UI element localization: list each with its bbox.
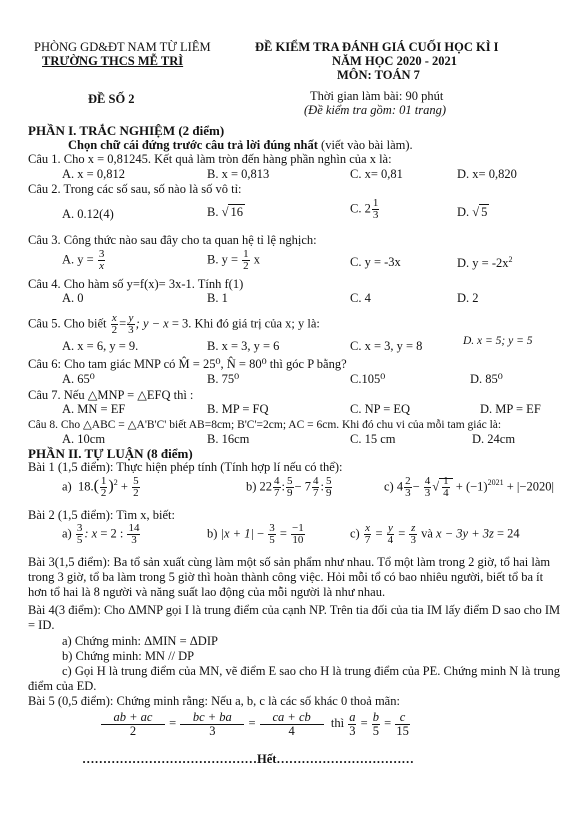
q2-opt-d-label: D. xyxy=(457,205,473,219)
b2-expr-b: b) |x + 1| − $\frac{3}{5}$ = $\frac{-1}{10}$ xyxy=(207,522,304,546)
part1-instruction xyxy=(68,138,413,153)
b3-text: Bài 3(1,5 điểm): Ba tổ sản xuất cùng làm một số sản phẩm như nhau. Tổ một làm trong 2 giờ, tổ hai làm trong 3 giờ, tổ ba làm trong 5 giờ thì hoàn thành công việc. Hỏi mỗi tổ có bao nhiêu người, biết tổ ba ít hơn tổ hai là 8 người và năng suất lao động của mỗi người là như nhau. xyxy=(28,555,551,599)
q7-opt-c: C. NP = EQ xyxy=(350,402,411,416)
q8-opt-a: A. 10cm xyxy=(62,432,106,446)
q8-opt-b: B. 16cm xyxy=(207,432,250,446)
instruction-bold: Chọn chữ cái đứng trước câu trả lời đúng nhất xyxy=(68,138,318,152)
q3-opt-a-label: A. y = xyxy=(62,252,97,267)
b4-text: Bài 4(3 điểm): Cho ΔMNP gọi I là trung điểm của cạnh NP. Trên tia đối của tia IM lấy điểm D sao cho IM = ID. xyxy=(28,603,561,632)
q3-text: Câu 3. Công thức nào sau đây cho ta quan hệ tỉ lệ nghịch: xyxy=(28,233,317,247)
q7-text: Câu 7. Nếu △MNP = △EFQ thì : xyxy=(28,388,194,402)
q5-opt-d: D. x = 5; y = 5 xyxy=(463,335,533,347)
q7-opt-b: B. MP = FQ xyxy=(207,402,269,416)
q5-opt-c: C. x = 3, y = 8 xyxy=(350,339,423,353)
exam-subject: MÔN: TOÁN 7 xyxy=(337,68,420,82)
q5-text-a: Câu 5. Cho biết xyxy=(28,316,110,331)
b1-text: Bài 1 (1,5 điểm): Thực hiện phép tính (Tính hợp lí nếu có thể): xyxy=(28,460,343,474)
exam-time: Thời gian làm bài: 90 phút xyxy=(310,89,444,103)
b2-text: Bài 2 (1,5 điểm): Tìm x, biết: xyxy=(28,508,175,522)
q4-opt-b: B. 1 xyxy=(207,291,228,305)
school-name xyxy=(42,54,183,69)
q8-text: Câu 8. Cho △ABC = △A'B'C' biết AB=8cm; B'C'=2cm; AC = 6cm. Khi đó chu vi của mỗi tam giác là: xyxy=(28,419,502,431)
q2-opt-c-label: C. xyxy=(350,201,365,216)
q3-opt-b: B. y = $\frac{1}{2}$ x xyxy=(207,248,261,272)
exam-pages: (Đề kiểm tra gồm: 01 trang) xyxy=(304,103,446,117)
q1-opt-a: A. x = 0,812 xyxy=(62,167,125,181)
q5-opt-b: B. x = 3, y = 6 xyxy=(207,339,280,353)
q4-text: Câu 4. Cho hàm số y=f(x)= 3x-1. Tính f(1) xyxy=(28,277,244,291)
q3-opt-d: D. $y = -2x^2$ xyxy=(457,255,513,271)
q7-opt-d: D. MP = EF xyxy=(480,402,541,416)
b1-expr-c: c) 4 $\frac{2}{3}$ − $\frac{4}{3}$ √ $\frac{1}{4}$ + $(-1)^{2021} + |-2020|$ xyxy=(384,475,554,499)
b2-expr-a: a) $\frac{3}{5}$ : x = 2 : $\frac{14}{3}$ xyxy=(62,522,140,546)
exam-year: NĂM HỌC 2020 - 2021 xyxy=(332,54,457,68)
b4c-text: c) Gọi H là trung điểm của MN, vẽ điểm E sao cho H là trung điểm của PE. Chứng minh N là trung điểm của ED. xyxy=(28,664,560,693)
b4b-text: b) Chứng minh: MN // DP xyxy=(62,649,195,663)
q2-opt-b: B. √ 16 xyxy=(207,205,243,219)
exam-code: ĐỀ SỐ 2 xyxy=(88,92,135,106)
q6-opt-a: A. 65⁰ xyxy=(62,372,95,386)
q2-opt-a: A. 0.12(4) xyxy=(62,207,114,221)
exam-title: ĐỀ KIỂM TRA ĐÁNH GIÁ CUỐI HỌC KÌ I xyxy=(255,40,499,54)
q4-opt-d: D. 2 xyxy=(457,291,479,305)
q2-text: Câu 2. Trong các số sau, số nào là số vô tỉ: xyxy=(28,182,242,196)
q4-opt-c: C. 4 xyxy=(350,291,371,305)
q6-text: Câu 6: Cho tam giác MNP có M̂ = 25⁰, N̂ = 80⁰ thì góc P bằng? xyxy=(28,357,347,371)
q5-opt-a: A. x = 6, y = 9. xyxy=(62,339,139,353)
q7-opt-a: A. MN = EF xyxy=(62,402,126,416)
b1-expr-b: b) 22 $\frac{4}{7}$ : $\frac{5}{9}$ − 7 $\frac{4}{7}$ : $\frac{5}{9}$ xyxy=(246,475,332,499)
q6-opt-b: B. 75⁰ xyxy=(207,372,240,386)
q3-opt-d-label: D. y = -2x xyxy=(457,256,509,271)
q5-text: Câu 5. Cho biết $\frac{x}{2}$ = $\frac{y}{3}$ ; y − x = 3. Khi đó giá trị của x; y là: xyxy=(28,312,320,336)
q3-opt-b-label: B. y = xyxy=(207,252,242,267)
b2-expr-c: c) $\frac{x}{7}$ = $\frac{y}{4}$ = $\frac{z}{3}$ và x − 3y + 3z = 24 xyxy=(350,522,520,546)
q3-opt-a: A. y = $\frac{3}{x}$ xyxy=(62,248,105,272)
q8-opt-c: C. 15 cm xyxy=(350,432,396,446)
q5-text-b: . Khi đó giá trị của x; y là: xyxy=(188,316,320,331)
b4a-text: a) Chứng minh: ΔMIN = ΔDIP xyxy=(62,634,218,648)
q8-opt-d: D. 24cm xyxy=(472,432,516,446)
b1-expr-a: a) 18.( $\frac{1}{2}$ )$^2$ + $\frac{5}{2}$ xyxy=(62,475,139,499)
q6-opt-d: D. 85⁰ xyxy=(470,372,503,386)
instruction-rest: (viết vào bài làm). xyxy=(317,138,413,152)
q3-opt-c: C. y = -3x xyxy=(350,255,401,269)
q6-opt-c: C.105⁰ xyxy=(350,372,386,386)
q1-opt-c: C. x= 0,81 xyxy=(350,167,403,181)
q2-opt-b-label: B. xyxy=(207,205,222,219)
q4-opt-a: A. 0 xyxy=(62,291,84,305)
q1-text: Câu 1. Cho x = 0,81245. Kết quả làm tròn đến hàng phần nghìn của x là: xyxy=(28,152,392,166)
q2-opt-d: D. √ 5 xyxy=(457,205,488,219)
part1-title: PHẦN I. TRẮC NGHIỆM (2 điểm) xyxy=(28,123,225,138)
b5-expr: $\frac{ab + ac}{2}$ = $\frac{bc + ba}{3}$ = $\frac{ca + cb}{4}$ thì $\frac{a}{3}$ = $\frac{b}{5}$ = $\frac{c}{15}$ xyxy=(100,711,411,737)
q1-opt-d: D. x= 0,820 xyxy=(457,167,517,181)
dept-name: PHÒNG GD&ĐT NAM TỪ LIÊM xyxy=(34,40,211,54)
q2-opt-c: C. 2 $\frac{1}{3}$ xyxy=(350,197,379,221)
q1-opt-b: B. x = 0,813 xyxy=(207,167,270,181)
b5-text: Bài 5 (0,5 điểm): Chứng minh rằng: Nếu a, b, c là các số khác 0 thoả mãn: xyxy=(28,694,400,708)
school-name-text: TRƯỜNG THCS MỄ TRÌ xyxy=(42,54,184,68)
part2-title: PHẦN II. TỰ LUẬN (8 điểm) xyxy=(28,446,193,461)
end-mark: ……………………………………Hết…………………………… xyxy=(82,752,414,766)
